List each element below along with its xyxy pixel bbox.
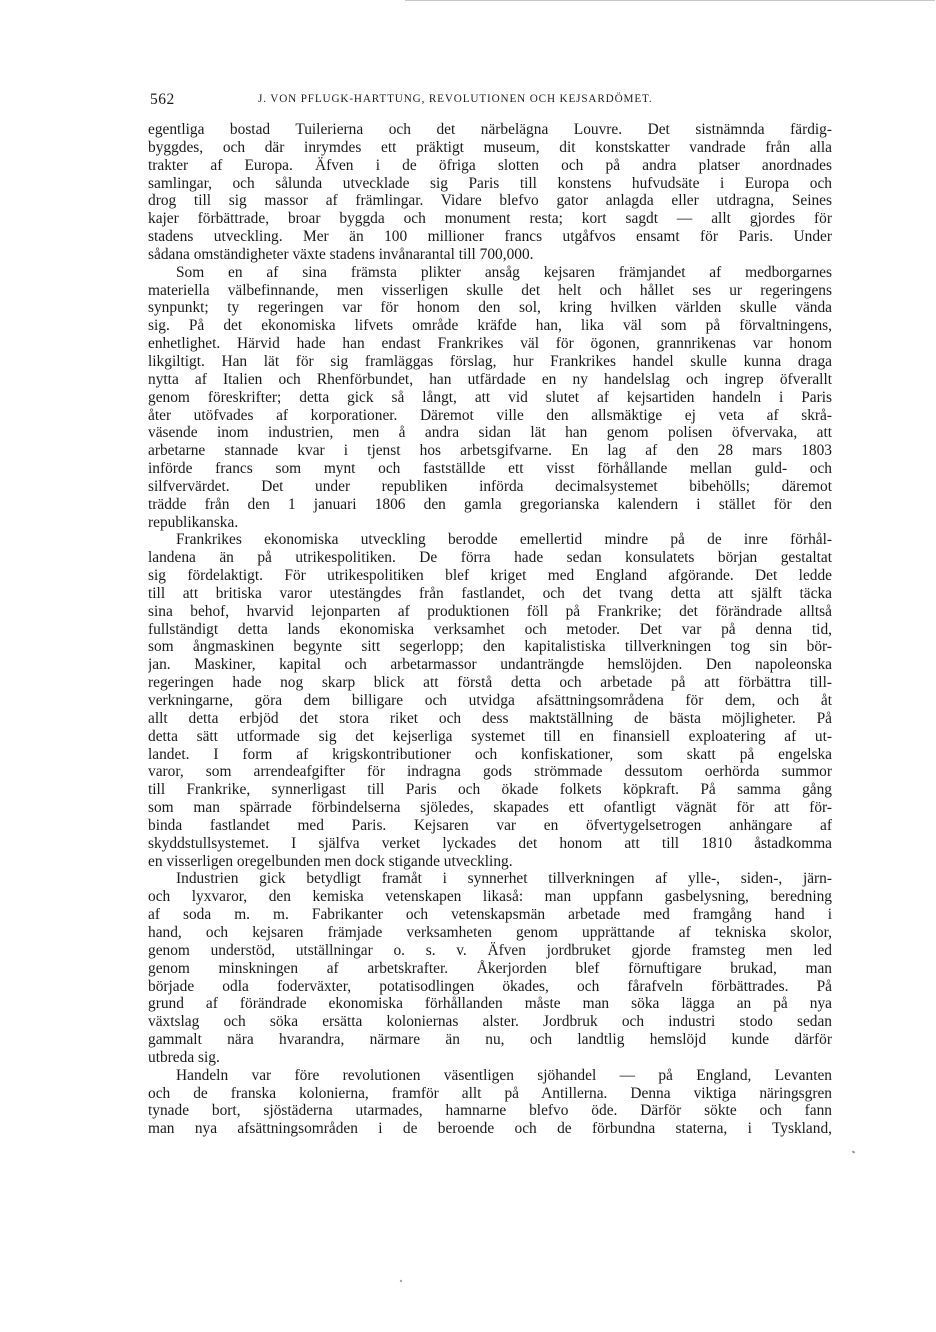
text-line: åter utöfvades af korporationer. Däremot ville den allsmäktige ej veta af skrå- [148,406,832,424]
text-line: genom föreskrifter; detta gick så långt, att vid slutet af kejsartiden handeln i Paris [148,388,832,406]
text-line: till att britiska varor utestängdes från fastlandet, och det tvang detta att själft täcka [148,584,832,602]
text-line: af soda m. m. Fabrikanter och vetenskapsmän arbetade med framgång hand i [148,906,832,924]
text-line: utbreda sig. [148,1048,220,1066]
paragraph-start-line: Frankrikes ekonomiska utveckling berodde emellertid mindre på de inre förhål- [176,531,832,549]
text-line: införde francs som mynt och fastställde ett visst förhållande mellan guld- och [148,460,832,478]
text-line: landena än på utrikespolitiken. De förra hade sedan konsulatets början gestaltat [148,549,832,567]
text-line: binda fastlandet med Paris. Kejsaren var en öfvertygelsetrogen anhängare af [148,816,832,834]
text-line: nytta af Italien och Rhenförbundet, han utfärdade en ny handelslag och ingrep öfverallt [148,370,832,388]
paragraph-start-line: Industrien gick betydligt framåt i synnerhet tillverkningen af ylle-, siden-, järn- [176,870,832,888]
text-line: egentliga bostad Tuilerierna och det närbelägna Louvre. Det sistnämnda färdig- [148,121,832,138]
scan-edge-rule [405,0,935,1]
text-line: växtslag och söka ersätta koloniernas alster. Jordbruk och industri stodo sedan [148,1013,832,1031]
text-line: skyddstullsystemet. I själfva verket lyckades det honom att till 1810 åstadkomma [148,834,832,852]
text-line: sådana omständigheter växte stadens invånarantal till 700,000. [148,245,534,263]
text-line: regeringen hade nog skarp blick att förstå detta och arbetade på att förbättra till- [148,674,832,692]
text-line: drog till sig massor af främlingar. Vidare blefvo gator anlagda eller utdragna, Seines [148,192,832,210]
page-number: 562 [150,91,175,108]
scan-speck-bottom [400,1280,403,1283]
text-line: började odla foderväxter, potatisodlingen ökades, och fårafveln förbättrades. På [148,977,832,995]
text-line: och lyxvaror, den kemiska vetenskapen likaså: man uppfann gasbelysning, beredning [148,888,832,906]
text-line: som man spärrade förbindelserna sjöledes, skapades ett ofantligt vägnät för att för- [148,799,832,817]
running-head: J. VON PFLUGK-HARTTUNG, REVOLUTIONEN OCH KEJSARDÖMET. [258,93,653,105]
text-line: silfvervärdet. Det under republiken införda decimalsystemet bibehölls; däremot [148,477,832,495]
paragraph-start-line: Handeln var före revolutionen väsentligen sjöhandel — på England, Levanten [176,1066,832,1084]
text-line: genom minskningen af arbetskrafter. Åkerjorden blef förnuftigare brukad, man [148,959,832,977]
text-line: trädde från den 1 januari 1806 den gamla gregorianska kalendern i stället för den [148,495,832,513]
text-line: synpunkt; ty regeringen var för honom den sol, kring hvilken världen skulle vända [148,299,832,317]
text-line: fullständigt detta lands ekonomiska verksamhet och metoder. Det var på denna tid, [148,620,832,638]
text-line: sina behof, hvarvid lejonparten af produktionen föll på Frankrike; det förändrade alltså [148,602,832,620]
text-line: jan. Maskiner, kapital och arbetarmassor undanträngde hemslöjden. Den napoleonska [148,656,832,674]
text-line: trakter af Europa. Äfven i de öfriga slotten och på andra platser anordnades [148,156,832,174]
page-header [150,91,840,111]
text-line: enhetlighet. Härvid hade han endast Frankrikes väl för ögonen, grannrikenas var honom [148,335,832,353]
text-line: väsende inom industrien, men å andra sidan lät han genom polisen öfvervaka, att [148,424,832,442]
text-line: grund af förändrade ekonomiska förhållanden måste man söka lägga an på nya [148,995,832,1013]
body-text [148,121,832,1138]
text-line: byggdes, och där inrymdes ett präktigt museum, dit konstskatter vandrade från alla [148,138,832,156]
paragraph-start-line: Som en af sina främsta plikter ansåg kejsaren främjandet af medborgarnes [176,263,832,281]
scan-speck-right [852,1150,856,1153]
text-line: stadens utveckling. Mer än 100 millioner francs utgåfvos ensamt för Paris. Under [148,228,832,246]
text-line: arbetarne stannade kvar i tjenst hos arbetsgifvarne. En lag af den 28 mars 1803 [148,442,832,460]
text-line: man nya afsättningsområden i de beroende och de förbundna staterna, i Tyskland, [148,1120,832,1138]
text-line: sig. På det ekonomiska lifvets område kräfde han, lika väl som på förvaltningens, [148,317,832,335]
text-line: likgiltigt. Han lät för sig framläggas förslag, hur Frankrikes handel skulle kunna draga [148,352,832,370]
text-line: detta sätt utformade sig det kejserliga systemet till en finansiell exploatering af ut- [148,727,832,745]
text-line: hand, och kejsaren främjade verksamheten genom upprättande af tekniska skolor, [148,923,832,941]
text-line: kajer förbättrade, broar byggda och monument resta; kort sagdt — allt gjordes för [148,210,832,228]
text-line: gammalt nära hvarandra, närmare än nu, och landtlig hemslöjd kunde därför [148,1031,832,1049]
text-line: verkningarne, göra dem billigare och utvidga afsättningsområdena för dem, och åt [148,692,832,709]
text-line: materiella välbefinnande, men visserligen skulle det helt och hållet ses ur regeringens [148,281,832,299]
text-line: varor, som arrendeafgifter för indragna gods strömmade dessutom oerhörda summor [148,763,832,781]
text-line: allt detta erbjöd det stora riket och dess maktställning de bästa möjligheter. På [148,709,832,727]
text-line: till Frankrike, synnerligast till Paris och ökade folkets köpkraft. På samma gång [148,781,832,799]
text-line: tynade bort, sjöstäderna utarmades, hamnarne blefvo öde. Därför sökte och fann [148,1102,832,1120]
text-line: en visserligen oregelbunden men dock stigande utveckling. [148,852,513,870]
text-line: landet. I form af krigskontributioner och konfiskationer, som skatt på engelska [148,745,832,763]
text-line: samlingar, och sålunda utvecklade sig Paris till konstens hufvudsäte i Europa och [148,174,832,192]
text-line: sig fördelaktigt. För utrikespolitiken blef kriget med England afgörande. Det ledde [148,567,832,585]
text-line: genom understöd, utställningar o. s. v. Äfven jordbruket gjorde framsteg men led [148,941,832,959]
text-line: republikanska. [148,513,239,531]
text-line: och de franska kolonierna, framför allt på Antillerna. Denna viktiga näringsgren [148,1084,832,1102]
text-line: som ångmaskinen begynte sitt segerlopp; den kapitalistiska tillverkningen tog sin bör- [148,638,832,656]
